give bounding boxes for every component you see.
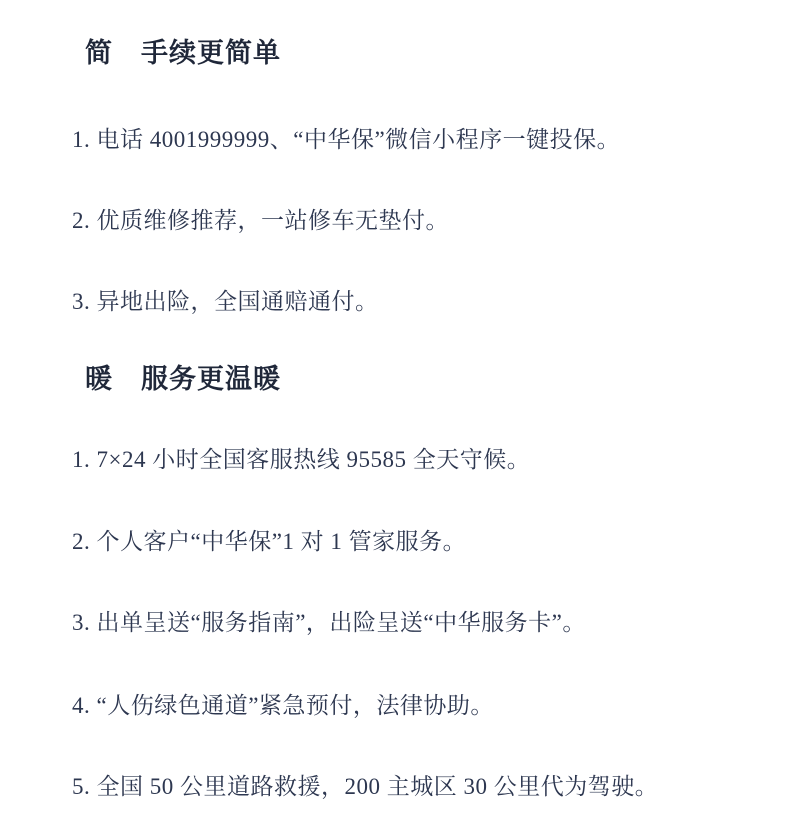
list-item: 1. 电话 4001999999、“中华保”微信小程序一键投保。 xyxy=(72,127,621,152)
section-heading-simple: 简 手续更简单 xyxy=(85,38,281,68)
section-heading-warm: 暖 服务更温暖 xyxy=(85,364,281,394)
list-item: 2. 优质维修推荐，一站修车无垫付。 xyxy=(72,208,449,233)
list-item: 3. 异地出险，全国通赔通付。 xyxy=(72,289,379,314)
list-item: 1. 7×24 小时全国客服热线 95585 全天守候。 xyxy=(72,447,531,472)
list-item: 3. 出单呈送“服务指南”，出险呈送“中华服务卡”。 xyxy=(72,610,586,635)
list-item: 5. 全国 50 公里道路救援，200 主城区 30 公里代为驾驶。 xyxy=(72,774,659,799)
list-item: 2. 个人客户“中华保”1 对 1 管家服务。 xyxy=(72,529,467,554)
list-item: 4. “人伤绿色通道”紧急预付，法律协助。 xyxy=(72,693,494,718)
